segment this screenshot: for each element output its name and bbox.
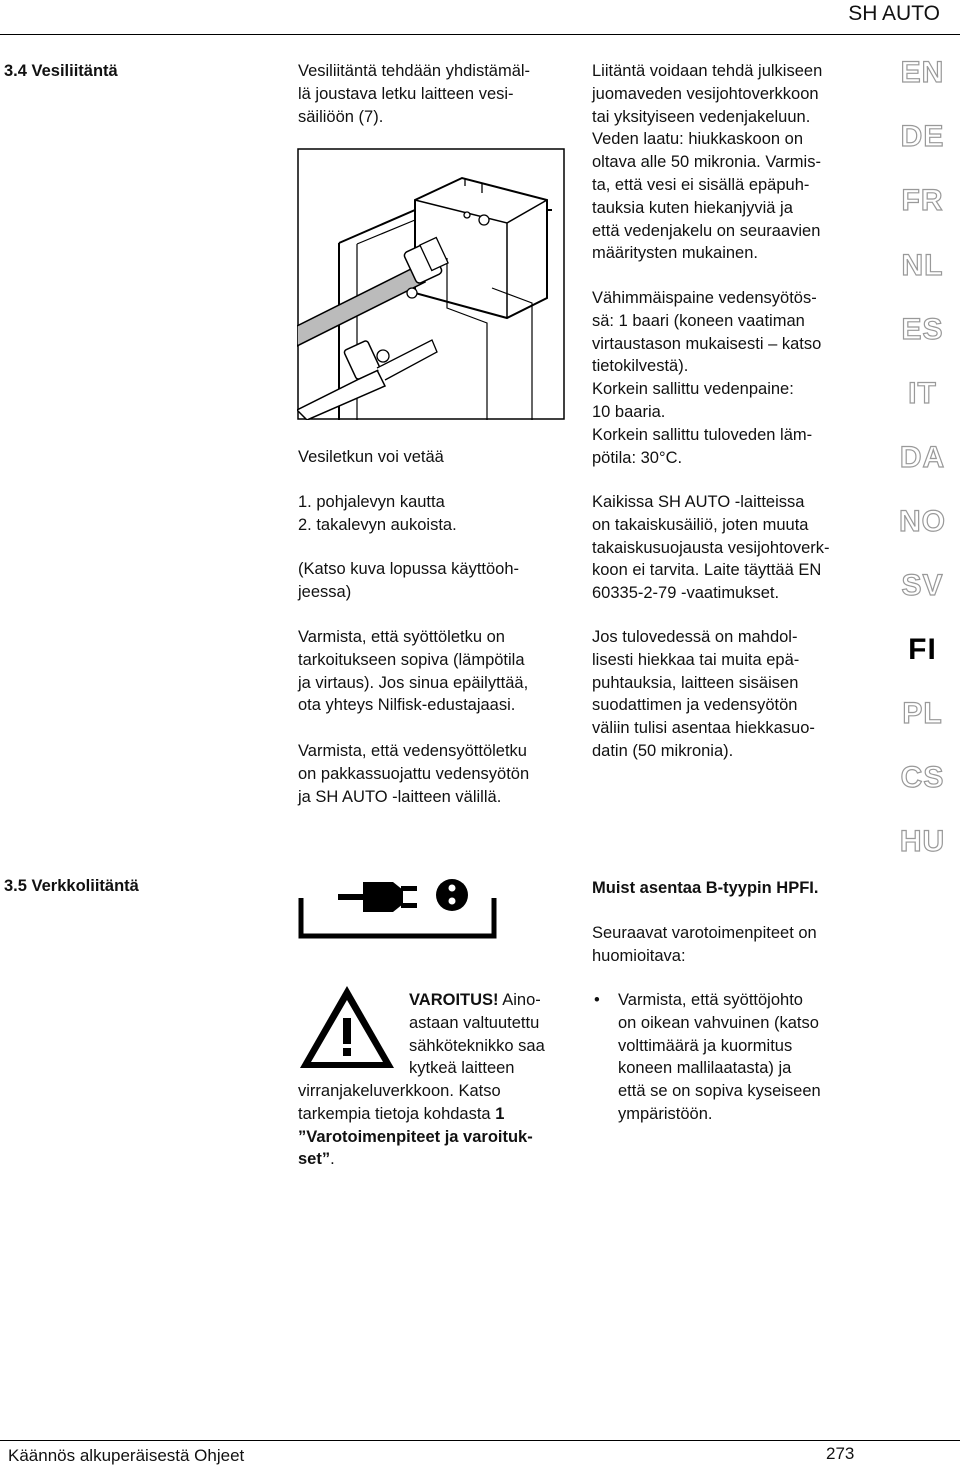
text-line: Seuraavat varotoimenpiteet on bbox=[592, 924, 817, 942]
warning-intro bbox=[409, 989, 545, 1080]
text-line: Varmista, että vedensyöttöletku bbox=[298, 742, 527, 760]
text-line: Liitäntä voidaan tehdä julkiseen bbox=[592, 62, 823, 80]
text-line: 10 baaria. bbox=[592, 402, 666, 421]
header-title: SH AUTO bbox=[848, 2, 940, 25]
text-line: ja SH AUTO -laitteen välillä. bbox=[298, 787, 502, 806]
text-line: Korkein sallittu vedenpaine: bbox=[592, 380, 794, 399]
section-34-heading: 3.4 Vesiliitäntä bbox=[4, 62, 118, 80]
warning-ref-number: 1 bbox=[495, 1104, 505, 1123]
text-line: että vedenjakelu on seuraavien bbox=[592, 221, 821, 240]
hose-label: Vesiletkun voi vetää bbox=[298, 448, 444, 466]
hpfi-note: Muist asentaa B-tyypin HPFI. bbox=[592, 879, 819, 897]
text-line: puhtauksia, laitteen sisäisen bbox=[592, 673, 799, 692]
page-number: 273 bbox=[826, 1444, 855, 1463]
warning-continuation bbox=[298, 1080, 533, 1171]
text-line: on pakkassuojattu vedensyötön bbox=[298, 764, 530, 783]
lang-tab-en[interactable]: EN bbox=[900, 56, 945, 89]
check-frost-protection bbox=[298, 740, 529, 808]
lang-tab-nl[interactable]: NL bbox=[901, 249, 944, 282]
text-line: tarkoitukseen sopiva (lämpötila bbox=[298, 650, 525, 669]
lang-tab-fi[interactable]: FI bbox=[908, 633, 937, 666]
footer-rule bbox=[0, 1440, 960, 1441]
text-line: Kaikissa SH AUTO -laitteissa bbox=[592, 493, 805, 511]
intro-line: Vesiliitäntä tehdään yhdistämäl- bbox=[298, 62, 531, 80]
text-line: ympäristöön. bbox=[618, 1104, 713, 1123]
warning-text: Aino- bbox=[502, 991, 541, 1009]
lang-tab-pl[interactable]: PL bbox=[902, 697, 943, 730]
lang-tab-fr[interactable]: FR bbox=[901, 184, 944, 217]
warning-word: VAROITUS! bbox=[409, 991, 499, 1009]
text-line: oltava alle 50 mikronia. Varmis- bbox=[592, 153, 821, 172]
intro-line: lä joustava letku laitteen vesi- bbox=[298, 84, 514, 103]
warning-line: sähköteknikko saa bbox=[409, 1036, 545, 1055]
text-line: takaiskusuojausta vesijohtoverk- bbox=[592, 538, 830, 557]
text-line: 60335-2-79 -vaatimukset. bbox=[592, 584, 780, 603]
text-line: tai yksityiseen vedenjakeluun. bbox=[592, 107, 811, 126]
text-line: Jos tulovedessä on mahdol- bbox=[592, 628, 798, 646]
text-line: suodattimen ja vedensyötön bbox=[592, 696, 798, 715]
warning-line: virranjakeluverkkoon. Katso bbox=[298, 1082, 501, 1100]
text-line: määritysten mukainen. bbox=[592, 244, 758, 263]
warning-triangle-icon bbox=[297, 982, 397, 1072]
lang-tab-cs[interactable]: CS bbox=[900, 761, 945, 794]
footer-doc-title: Käännös alkuperäisestä Ohjeet bbox=[8, 1446, 245, 1465]
ref-line: (Katso kuva lopussa käyttöoh- bbox=[298, 560, 520, 578]
hose-routes-list bbox=[298, 491, 457, 537]
section-35-heading: 3.5 Verkkoliitäntä bbox=[4, 877, 139, 895]
text-line: pötila: 30°C. bbox=[592, 448, 683, 467]
lang-tab-it[interactable]: IT bbox=[908, 377, 937, 410]
lang-tab-da[interactable]: DA bbox=[899, 441, 946, 474]
intro-line: säiliöön (7). bbox=[298, 107, 384, 126]
text-line: Vähimmäispaine vedensyötös- bbox=[592, 289, 817, 307]
backflow-info bbox=[592, 491, 830, 605]
lang-tab-sv[interactable]: SV bbox=[901, 569, 944, 602]
warning-period: . bbox=[330, 1150, 335, 1169]
warning-ref-title-end: set” bbox=[298, 1150, 331, 1169]
lang-tab-es[interactable]: ES bbox=[901, 313, 944, 346]
check-supply-hose bbox=[298, 626, 528, 717]
text-line: on takaiskusäiliö, joten muuta bbox=[592, 515, 809, 534]
text-line: on oikean vahvuinen (katso bbox=[618, 1013, 819, 1032]
text-line: ja virtaus). Jos sinua epäilyttää, bbox=[298, 673, 529, 692]
water-connection-illustration bbox=[297, 148, 565, 420]
text-line: Varmista, että syöttöletku on bbox=[298, 628, 505, 646]
text-line: huomioitava: bbox=[592, 946, 686, 965]
text-line: Veden laatu: hiukkaskoon on bbox=[592, 130, 803, 149]
text-line: virtaustason mukaisesti – katso bbox=[592, 334, 822, 353]
connection-info bbox=[592, 60, 822, 265]
text-line: juomaveden vesijohtoverkkoon bbox=[592, 84, 819, 103]
reference-note bbox=[298, 558, 519, 604]
warning-ref-title: ”Varotoimenpiteet ja varoituk- bbox=[298, 1127, 533, 1146]
lang-tab-no[interactable]: NO bbox=[899, 505, 946, 538]
pressure-info bbox=[592, 287, 821, 469]
ref-line: jeessa) bbox=[298, 582, 352, 601]
text-line: Korkein sallittu tuloveden läm- bbox=[592, 425, 813, 444]
list-item: 1. pohjalevyn kautta bbox=[298, 493, 445, 511]
text-line: väliin tulisi asentaa hiekkasuo- bbox=[592, 719, 815, 738]
mains-plug-icon bbox=[298, 870, 498, 940]
text-line: koneen mallilaatasta) ja bbox=[618, 1059, 792, 1078]
warning-line: astaan valtuutettu bbox=[409, 1013, 540, 1032]
bullet-text bbox=[618, 989, 821, 1126]
warning-line bbox=[298, 1103, 533, 1126]
sand-filter-info bbox=[592, 626, 815, 763]
text-line: ota yhteys Nilfisk-edustajaasi. bbox=[298, 696, 516, 715]
lang-tab-hu[interactable]: HU bbox=[899, 825, 946, 858]
text-line: ta, että vesi ei sisällä epäpuh- bbox=[592, 175, 810, 194]
text-line: koon ei tarvita. Laite täyttää EN bbox=[592, 561, 822, 580]
warning-text: tarkempia tietoja kohdasta bbox=[298, 1104, 491, 1123]
bullet-marker: • bbox=[594, 991, 600, 1009]
text-line: tauksia kuten hiekanjyviä ja bbox=[592, 198, 793, 217]
warning-line bbox=[409, 989, 545, 1012]
text-line: että se on sopiva kyseiseen bbox=[618, 1082, 821, 1101]
precaution-intro bbox=[592, 922, 817, 968]
warning-line: kytkeä laitteen bbox=[409, 1059, 515, 1078]
intro-text bbox=[298, 60, 530, 128]
text-line: sä: 1 baari (koneen vaatiman bbox=[592, 311, 805, 330]
text-line: datin (50 mikronia). bbox=[592, 741, 734, 760]
text-line: tietokilvestä). bbox=[592, 357, 689, 376]
header-rule bbox=[0, 34, 960, 35]
list-item: 2. takalevyn aukoista. bbox=[298, 515, 457, 534]
text-line: volttimäärä ja kuormitus bbox=[618, 1036, 793, 1055]
text-line: lisesti hiekkaa tai muita epä- bbox=[592, 650, 800, 669]
lang-tab-de[interactable]: DE bbox=[900, 120, 945, 153]
text-line: Varmista, että syöttöjohto bbox=[618, 991, 803, 1009]
